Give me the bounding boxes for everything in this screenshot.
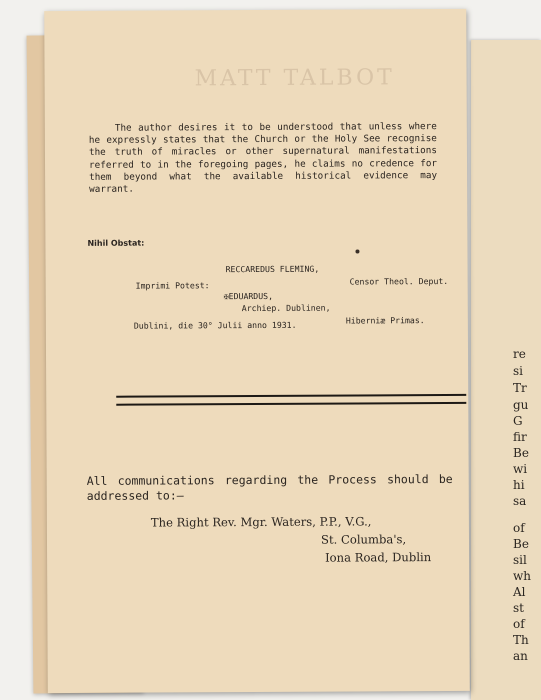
right-page-fragment: si bbox=[513, 364, 523, 378]
right-page-fragment: re bbox=[513, 347, 526, 361]
right-page-fragment: Be bbox=[513, 446, 529, 460]
right-page-fragment: st bbox=[513, 601, 524, 615]
censor-title: Censor Theol. Deput. bbox=[349, 275, 449, 287]
approval-date: Dublini, die 30° Julii anno 1931. bbox=[133, 319, 297, 331]
archbishop-title: Archiep. Dublinen, bbox=[241, 302, 331, 314]
address-line-3: Iona Road, Dublin bbox=[325, 550, 432, 565]
right-page-fragment: Tr bbox=[513, 381, 527, 395]
right-page-fragment: Th bbox=[513, 633, 529, 647]
right-page-fragment: an bbox=[513, 649, 528, 663]
right-page-fragment: sa bbox=[513, 494, 527, 508]
author-disclaimer: The author desires it to be understood that unless where he expressly states that the Church or the Holy See recognise the truth of miracles or other supernatural manifestations referred to in the foregoing pages, he claims no credence for them beyond what the available historical evidence may warrant. bbox=[88, 121, 438, 195]
right-page-fragment: of bbox=[513, 521, 525, 535]
right-page-fragment: hi bbox=[513, 478, 525, 492]
right-page-fragment: gu bbox=[513, 398, 529, 412]
right-page-fragment: sil bbox=[513, 553, 527, 567]
right-page-fragment: G bbox=[513, 414, 523, 428]
nihil-obstat-label: Nihil Obstat: bbox=[87, 238, 145, 248]
censor-name: RECCAREDUS FLEMING, bbox=[225, 263, 320, 275]
ink-speck bbox=[355, 249, 359, 253]
double-rule-top bbox=[116, 394, 466, 398]
right-page-fragment: Be bbox=[513, 537, 529, 551]
address-line-1: The Right Rev. Mgr. Waters, P.P., V.G., bbox=[150, 514, 372, 530]
right-page-fragment: wh bbox=[513, 569, 531, 583]
double-rule-bottom bbox=[116, 402, 466, 405]
communications-notice: All communications regarding the Process should be addressed to:— bbox=[86, 471, 453, 503]
right-page-fragment: wi bbox=[513, 462, 528, 476]
booklet-page bbox=[44, 9, 470, 693]
right-page-fragment: fir bbox=[513, 430, 527, 444]
imprimi-potest-label: Imprimi Potest: bbox=[135, 280, 210, 291]
primate-title: Hiberniæ Primas. bbox=[345, 315, 425, 326]
archbishop-name: ✠EDUARDUS, bbox=[223, 290, 274, 302]
address-line-2: St. Columba's, bbox=[320, 532, 407, 547]
bleed-through-title: MATT TALBOT bbox=[194, 65, 395, 92]
next-page-edge bbox=[471, 40, 541, 700]
right-page-fragment: Al bbox=[513, 585, 526, 599]
right-page-fragment: of bbox=[513, 617, 525, 631]
